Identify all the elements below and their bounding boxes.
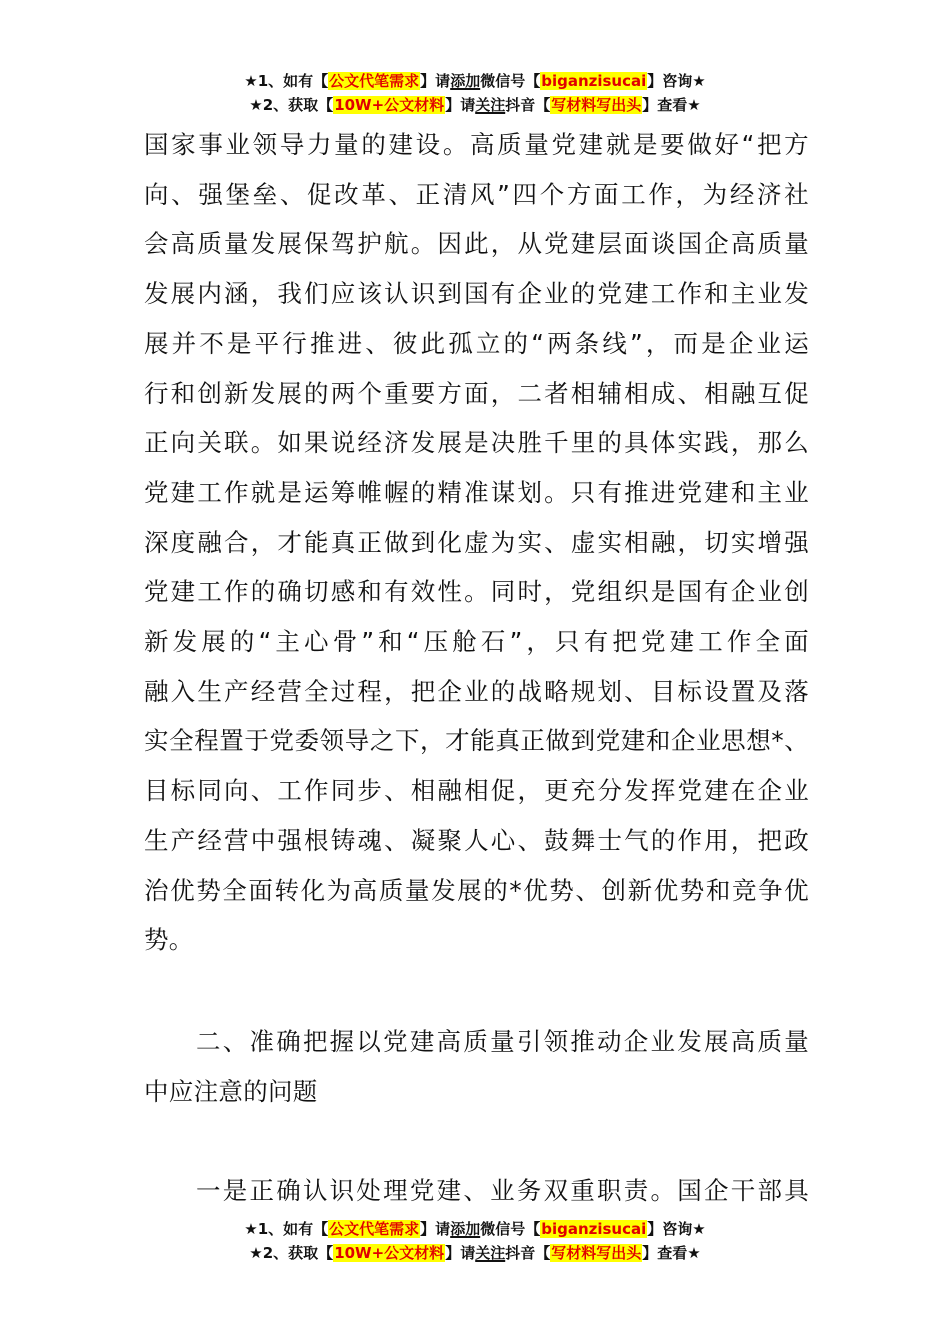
text-line: 实全程置于党委领导之下，才能真正做到党建和企业思想*、 bbox=[144, 726, 809, 756]
heading-paragraph bbox=[144, 1017, 809, 1116]
text-line: 融入生产经营全过程，把企业的战略规划、目标设置及落 bbox=[144, 676, 809, 706]
banner-line-2 bbox=[0, 94, 950, 118]
banner-text: ★2、获取【 bbox=[249, 1244, 334, 1262]
banner-text: 】查看★ bbox=[642, 1244, 701, 1262]
section-heading-2 bbox=[144, 1017, 809, 1116]
text-line: 势。 bbox=[144, 925, 194, 955]
header-banner bbox=[0, 70, 950, 118]
paragraph-3 bbox=[144, 1166, 809, 1216]
banner-text: 】咨询★ bbox=[647, 1220, 706, 1238]
banner-line-1 bbox=[0, 1218, 950, 1242]
text-line: 行和创新发展的两个重要方面，二者相辅相成、相融互促 bbox=[144, 378, 809, 408]
banner-text: 】请 bbox=[445, 96, 476, 114]
banner-highlight: 10W+公文材料 bbox=[334, 96, 445, 114]
banner-highlight: 公文代笔需求 bbox=[329, 1220, 420, 1238]
text-line: 会高质量发展保驾护航。因此，从党建层面谈国企高质量 bbox=[144, 229, 809, 259]
banner-text: 】请 bbox=[420, 1220, 451, 1238]
banner-underline: 添加 bbox=[450, 1220, 481, 1238]
heading-line: 中应注意的问题 bbox=[144, 1076, 318, 1106]
text-line: 向、强堡垒、促改革、正清风”四个方面工作，为经济社 bbox=[144, 179, 809, 209]
banner-text: 】请 bbox=[420, 72, 451, 90]
text-line: 展并不是平行推进、彼此孤立的“两条线”，而是企业运 bbox=[144, 328, 809, 358]
banner-text: 微信号【 bbox=[480, 72, 541, 90]
heading-line: 二、准确把握以党建高质量引领推动企业发展高质量 bbox=[196, 1027, 809, 1056]
banner-text: ★1、如有【 bbox=[244, 1220, 329, 1238]
banner-text: 】咨询★ bbox=[647, 72, 706, 90]
banner-text: ★2、获取【 bbox=[249, 96, 334, 114]
banner-text: 抖音【 bbox=[505, 96, 551, 114]
banner-text: 微信号【 bbox=[480, 1220, 541, 1238]
banner-highlight: biganzisucai bbox=[541, 72, 647, 90]
banner-text: 抖音【 bbox=[505, 1244, 551, 1262]
banner-highlight: biganzisucai bbox=[541, 1220, 647, 1238]
banner-highlight: 公文代笔需求 bbox=[329, 72, 420, 90]
banner-line-2 bbox=[0, 1242, 950, 1266]
banner-highlight: 写材料写出头 bbox=[551, 96, 642, 114]
text-line: 党建工作就是运筹帷幄的精准谋划。只有推进党建和主业 bbox=[144, 477, 809, 507]
banner-text: 】请 bbox=[445, 1244, 476, 1262]
text-line: 新发展的“主心骨”和“压舱石”，只有把党建工作全面 bbox=[144, 627, 809, 657]
banner-underline: 关注 bbox=[475, 1244, 506, 1262]
text-line: 深度融合，才能真正做到化虚为实、虚实相融，切实增强 bbox=[144, 527, 809, 557]
paragraph-3-text bbox=[144, 1166, 809, 1216]
text-line: 正向关联。如果说经济发展是决胜千里的具体实践，那么 bbox=[144, 428, 809, 458]
banner-highlight: 10W+公文材料 bbox=[334, 1244, 445, 1262]
text-line: 生产经营中强根铸魂、凝聚人心、鼓舞士气的作用，把政 bbox=[144, 825, 809, 855]
document-body bbox=[144, 120, 809, 965]
banner-highlight: 写材料写出头 bbox=[551, 1244, 642, 1262]
banner-text: 】查看★ bbox=[642, 96, 701, 114]
text-line: 发展内涵，我们应该认识到国有企业的党建工作和主业发 bbox=[144, 279, 809, 309]
paragraph-1 bbox=[144, 120, 809, 965]
banner-underline: 关注 bbox=[475, 96, 506, 114]
banner-underline: 添加 bbox=[450, 72, 481, 90]
banner-line-1 bbox=[0, 70, 950, 94]
text-line: 国家事业领导力量的建设。高质量党建就是要做好“把方 bbox=[144, 130, 809, 159]
text-line: 目标同向、工作同步、相融相促，更充分发挥党建在企业 bbox=[144, 776, 809, 806]
banner-text: ★1、如有【 bbox=[244, 72, 329, 90]
text-line: 一是正确认识处理党建、业务双重职责。国企干部具 bbox=[196, 1176, 809, 1205]
text-line: 治优势全面转化为高质量发展的*优势、创新优势和竞争优 bbox=[144, 875, 809, 905]
text-line: 党建工作的确切感和有效性。同时，党组织是国有企业创 bbox=[144, 577, 809, 607]
footer-banner bbox=[0, 1218, 950, 1266]
